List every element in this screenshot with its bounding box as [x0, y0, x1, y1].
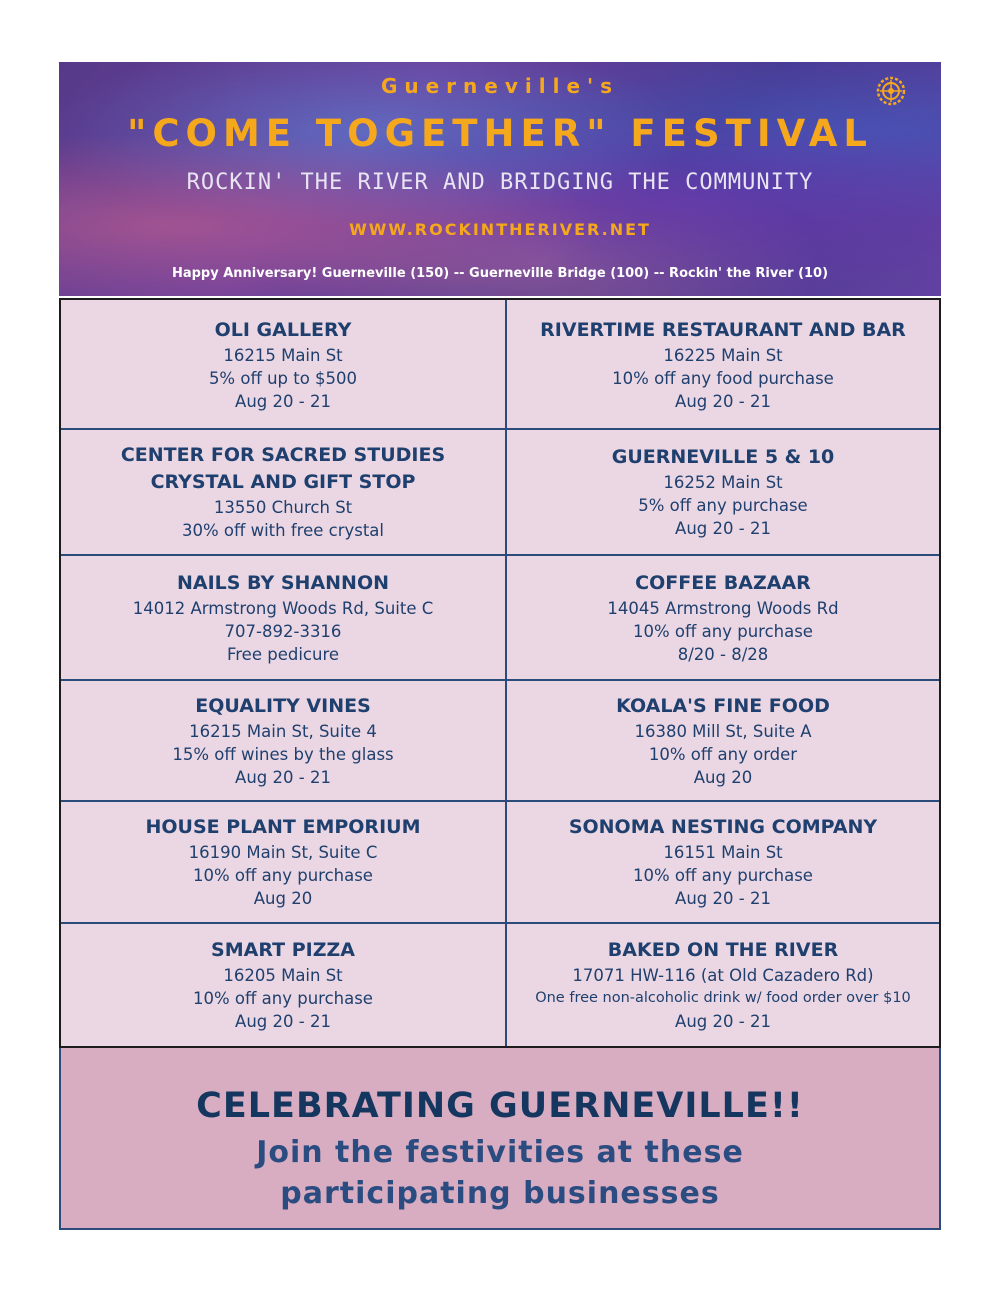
business-grid	[59, 298, 941, 1048]
business-name: OLI GALLERY	[214, 319, 352, 341]
business-detail: 15% off wines by the glass	[172, 744, 394, 764]
business-detail: 10% off any order	[648, 744, 798, 764]
business-detail: 10% off any food purchase	[612, 369, 834, 388]
business-detail: 10% off any purchase	[633, 866, 813, 885]
footer-headline: CELEBRATING GUERNEVILLE!!	[196, 1086, 804, 1126]
business-card	[61, 924, 505, 1046]
business-name: COFFEE BAZAAR	[635, 571, 811, 594]
business-detail: Aug 20 - 21	[235, 767, 331, 787]
business-detail: 10% off any purchase	[193, 866, 373, 885]
business-address: 16252 Main St	[663, 473, 783, 492]
business-name: SONOMA NESTING COMPANY	[568, 816, 878, 838]
business-detail: Aug 20 - 21	[675, 519, 771, 538]
business-detail: Aug 20 - 21	[675, 889, 771, 908]
footer-line-2: participating businesses	[280, 1176, 720, 1211]
business-detail: Aug 20 - 21	[235, 392, 331, 411]
business-card	[61, 302, 505, 428]
business-card	[507, 556, 939, 679]
business-detail: Aug 20	[253, 889, 313, 908]
business-card	[61, 430, 505, 554]
business-card	[61, 681, 505, 800]
business-card	[507, 924, 939, 1046]
banner-website: WWW.ROCKINTHERIVER.NET	[349, 220, 651, 239]
business-card	[61, 802, 505, 922]
business-name: SMART PIZZA	[211, 939, 355, 961]
business-detail: Aug 20 - 21	[235, 1012, 331, 1031]
rotary-wheel-icon	[876, 76, 906, 106]
business-card	[507, 302, 939, 428]
business-detail: One free non-alcoholic drink w/ food order over $10	[535, 990, 911, 1006]
business-detail: 707-892-3316	[224, 621, 342, 641]
banner-anniversary: Happy Anniversary! Guerneville (150) -- Guerneville Bridge (100) -- Rockin' the River (10)	[171, 266, 829, 281]
business-address: 14012 Armstrong Woods Rd, Suite C	[132, 598, 434, 618]
banner-subtitle: Guerneville's	[380, 74, 620, 98]
business-address: 13550 Church St	[213, 498, 353, 517]
business-detail: 5% off up to $500	[208, 369, 358, 388]
business-card	[61, 556, 505, 679]
business-name: CRYSTAL AND GIFT STOP	[150, 471, 416, 493]
business-name: NAILS BY SHANNON	[176, 571, 390, 594]
banner-title: "COME TOGETHER" FESTIVAL	[127, 112, 873, 155]
business-address: 16215 Main St	[223, 346, 343, 365]
business-detail: Aug 20 - 21	[675, 1012, 771, 1031]
business-detail: 5% off any purchase	[638, 496, 808, 515]
business-detail: Aug 20 - 21	[675, 392, 771, 411]
business-name: KOALA'S FINE FOOD	[616, 694, 830, 717]
business-name: GUERNEVILLE 5 & 10	[611, 446, 835, 468]
business-address: 14045 Armstrong Woods Rd	[607, 598, 839, 618]
business-address: 16190 Main St, Suite C	[188, 843, 378, 862]
business-address: 16151 Main St	[663, 843, 783, 862]
business-detail: Aug 20	[693, 767, 753, 787]
business-card	[507, 430, 939, 554]
festival-banner	[59, 62, 941, 296]
business-address: 16205 Main St	[223, 966, 343, 985]
business-card	[507, 681, 939, 800]
business-detail: 10% off any purchase	[193, 989, 373, 1008]
business-detail: 10% off any purchase	[633, 621, 813, 641]
business-address: 16225 Main St	[663, 346, 783, 365]
footer-panel	[59, 1048, 941, 1230]
footer-line-1: Join the festivities at these	[256, 1135, 744, 1170]
banner-tagline: ROCKIN' THE RIVER AND BRIDGING THE COMMUNITY	[186, 170, 814, 195]
business-name: RIVERTIME RESTAURANT AND BAR	[540, 319, 906, 341]
business-address: 16380 Mill St, Suite A	[634, 721, 812, 741]
business-address: 16215 Main St, Suite 4	[189, 721, 377, 741]
business-name: EQUALITY VINES	[195, 694, 371, 717]
business-card	[507, 802, 939, 922]
business-name: CENTER FOR SACRED STUDIES	[120, 444, 446, 466]
business-detail: Free pedicure	[226, 644, 340, 664]
business-name: BAKED ON THE RIVER	[607, 939, 839, 961]
business-detail: 30% off with free crystal	[181, 521, 385, 540]
business-name: HOUSE PLANT EMPORIUM	[145, 816, 421, 838]
business-detail: 8/20 - 8/28	[677, 644, 769, 664]
business-address: 17071 HW-116 (at Old Cazadero Rd)	[572, 966, 874, 985]
